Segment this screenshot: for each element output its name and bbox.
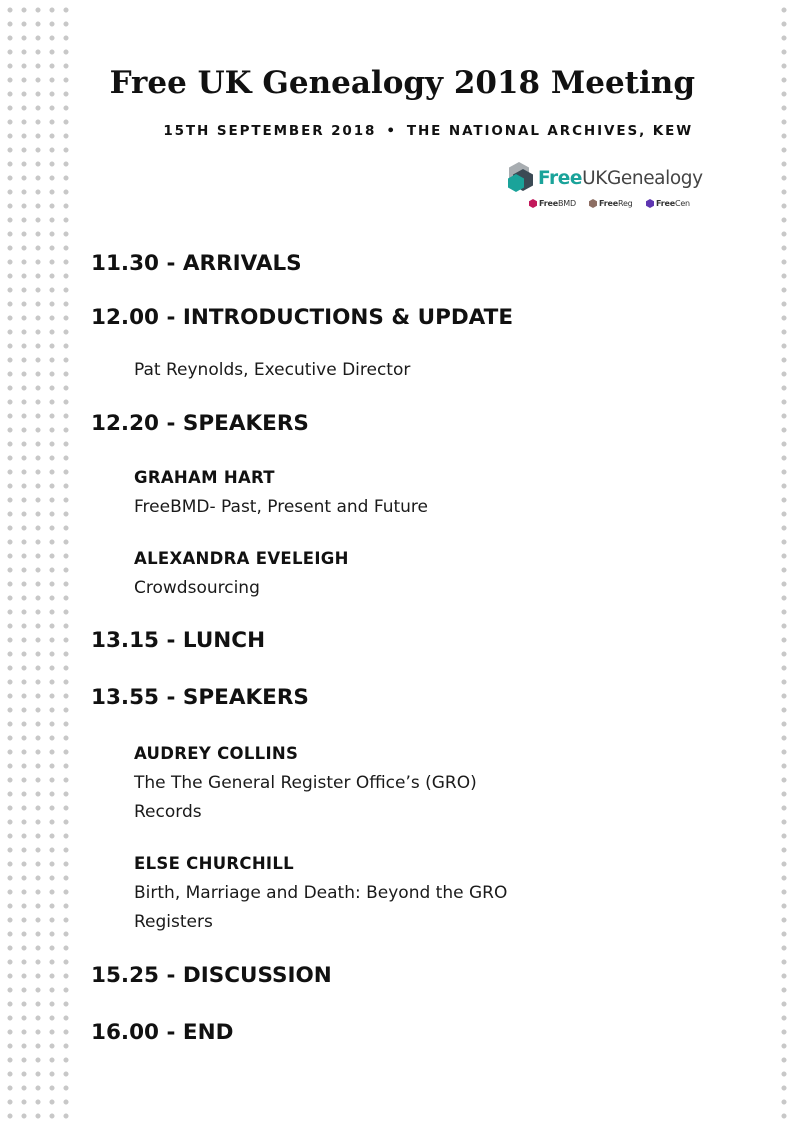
logo-word-rest: UKGenealogy	[582, 168, 703, 189]
freebmd-hexagon-icon	[529, 199, 537, 208]
freecen-bold: Free	[656, 199, 675, 208]
event-date: 15TH SEPTEMBER 2018	[163, 123, 377, 139]
freebmd-rest: BMD	[557, 199, 576, 208]
introductions-presenter: Pat Reynolds, Executive Director	[134, 360, 411, 380]
talk-topic: Birth, Marriage and Death: Beyond the GRO Registers	[134, 883, 508, 932]
speaker-name: AUDREY COLLINS	[134, 744, 299, 763]
logo-word-bold: Free	[538, 168, 583, 189]
talk-topic: The The General Register Office’s (GRO) Records	[134, 773, 477, 822]
speaker-name: GRAHAM HART	[134, 468, 275, 487]
speaker-name: ELSE CHURCHILL	[134, 854, 294, 873]
page-title: Free UK Genealogy 2018 Meeting	[109, 65, 695, 101]
agenda-speakers-1: 12.20 - SPEAKERS	[91, 411, 309, 436]
agenda-discussion: 15.25 - DISCUSSION	[91, 963, 332, 988]
talk-topic: FreeBMD- Past, Present and Future	[134, 497, 428, 517]
logo-wordmark	[538, 168, 703, 189]
logo-freereg	[589, 197, 633, 211]
talk-topic: Crowdsourcing	[134, 578, 260, 598]
logo-freecen	[646, 197, 690, 211]
dotted-border-left	[0, 0, 72, 1123]
agenda-arrivals: 11.30 - ARRIVALS	[91, 251, 302, 276]
speaker-name: ALEXANDRA EVELEIGH	[134, 549, 349, 568]
agenda-introductions: 12.00 - INTRODUCTIONS & UPDATE	[91, 305, 514, 330]
freereg-rest: Reg	[617, 199, 633, 208]
event-venue: THE NATIONAL ARCHIVES, KEW	[406, 123, 693, 139]
freecen-rest: Cen	[674, 199, 690, 208]
dotted-border-right	[777, 0, 791, 1123]
agenda-speakers-2: 13.55 - SPEAKERS	[91, 685, 309, 710]
subtitle-separator: •	[386, 123, 397, 139]
agenda-lunch: 13.15 - LUNCH	[91, 628, 266, 653]
freereg-bold: Free	[599, 199, 618, 208]
freereg-hexagon-icon	[589, 199, 597, 208]
freebmd-bold: Free	[539, 199, 558, 208]
event-subtitle	[163, 121, 693, 141]
agenda-end: 16.00 - END	[91, 1020, 234, 1045]
hexagon-logo-icon	[505, 160, 537, 196]
freecen-hexagon-icon	[646, 199, 654, 208]
freeukgenealogy-logo	[505, 160, 703, 216]
logo-freebmd	[529, 197, 576, 211]
